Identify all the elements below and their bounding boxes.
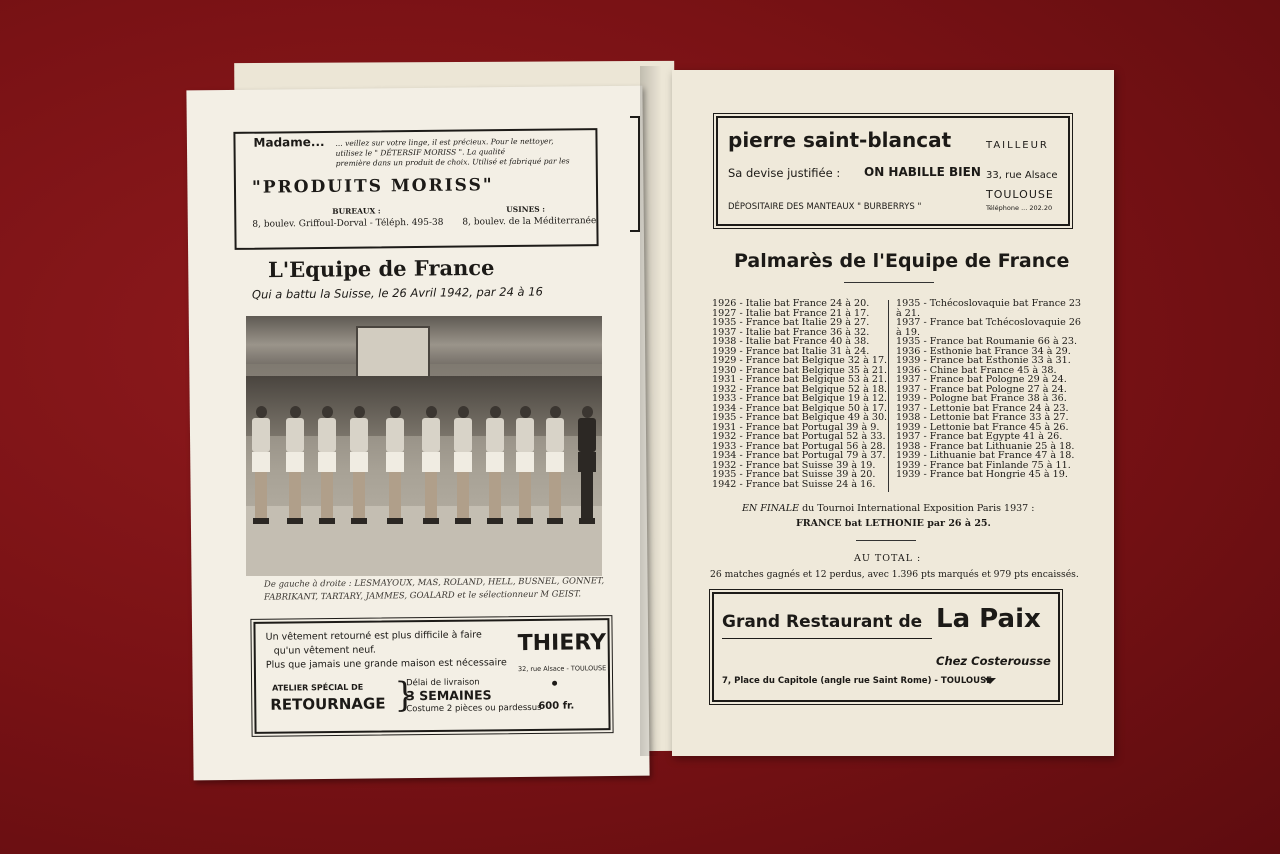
player-1 — [252, 406, 270, 524]
thiery-line-2: qu'un vêtement neuf. — [273, 644, 376, 657]
player-3 — [318, 406, 336, 524]
result-text: 1935 - France bat Roumanie 66 à 23. — [896, 336, 1078, 347]
result-text: 1935 - France bat Belgique 49 à 30. — [712, 412, 888, 423]
blancat-devise: ON HABILLE BIEN — [864, 165, 981, 179]
finale-result: FRANCE bat LETHONIE par 26 à 25. — [796, 518, 991, 529]
photo-caption-line-1: De gauche à droite : LESMAYOUX, MAS, ROLAND, HELL, BUSNEL, GONNET, — [263, 576, 605, 590]
result-text: 1939 - Pologne bat France 38 à 36. — [896, 393, 1067, 404]
player-6 — [422, 406, 440, 524]
total-text: 26 matches gagnés et 12 perdus, avec 1.396 pts marqués et 979 pts encaissés. — [710, 569, 1079, 580]
result-text: 1931 - France bat Belgique 53 à 21. — [712, 374, 888, 385]
result-text: à 19. — [896, 326, 921, 338]
restaurant-name: Grand Restaurant de — [722, 612, 923, 632]
result-text: 1935 - Tchécoslovaquie bat France 23 — [896, 298, 1082, 309]
thiery-ad-box — [253, 618, 610, 734]
photo-basket-backboard — [356, 326, 430, 380]
result-text: 1937 - France bat Egypte 41 à 26. — [896, 431, 1063, 442]
result-text: 1939 - France bat Finlande 75 à 11. — [896, 459, 1071, 471]
result-text: 1938 - France bat Lithuanie 25 à 18. — [896, 440, 1075, 452]
photo-caption-line-2: FABRIKANT, TARTARY, JAMMES, GOALARD et le sélectionneur M GEIST. — [263, 589, 582, 603]
player-2 — [286, 406, 304, 524]
finale-divider — [856, 540, 916, 541]
moriss-brand: "PRODUITS MORISS" — [251, 175, 494, 198]
moriss-text-2: utilisez le " DÉTERSIF MORISS ". La qualité — [335, 147, 506, 158]
blancat-telephone: Téléphone ... 202.20 — [986, 204, 1053, 212]
result-text: 1937 - France bat Tchécoslovaquie 26 — [896, 317, 1082, 328]
finale-text: du Tournoi International Exposition Paris 1937 : — [802, 503, 1035, 514]
palmares-column-2 — [896, 299, 1081, 480]
restaurant-chez: Chez Costerousse — [936, 654, 1051, 668]
restaurant-address: 7, Place du Capitole (angle rue Saint Rome) - TOULOUSE — [722, 676, 992, 686]
moriss-bureaux-address: 8, boulev. Griffoul-Dorval - Téléph. 495-38 — [252, 217, 444, 230]
restaurant-ad-box — [712, 592, 1060, 702]
result-text: 1937 - France bat Pologne 27 à 24. — [896, 383, 1067, 395]
spine-shadow — [640, 66, 676, 756]
thiery-delai: Délai de livraison — [406, 677, 480, 689]
coach — [578, 406, 596, 524]
thiery-retournage: RETOURNAGE — [270, 694, 386, 714]
moriss-bureaux-label: BUREAUX : — [332, 206, 381, 216]
result-text: 1936 - Esthonie bat France 34 à 29. — [896, 345, 1071, 357]
blancat-depositaire: DÉPOSITAIRE DES MANTEAUX " BURBERRYS " — [728, 202, 922, 212]
player-4 — [350, 406, 368, 524]
result-text: 1935 - France bat Italie 29 à 27. — [712, 317, 870, 328]
team-photo — [246, 316, 602, 576]
thiery-brace: } — [393, 675, 417, 716]
result-text: 1938 - Lettonie bat France 33 à 27. — [896, 412, 1069, 423]
thiery-brand: THIERY — [517, 630, 607, 657]
result-text: 1939 - France bat Esthonie 33 à 31. — [896, 355, 1071, 366]
result-text: 1939 - France bat Hongrie 45 à 19. — [896, 469, 1068, 480]
blancat-city: TOULOUSE — [986, 188, 1054, 201]
finale-line — [742, 503, 1034, 514]
result-text: 1942 - France bat Suisse 24 à 16. — [712, 478, 876, 490]
result-text: 1926 - Italie bat France 24 à 20. — [712, 298, 870, 309]
moriss-usines-label: USINES : — [506, 204, 546, 215]
thiery-line-1: Un vêtement retourné est plus difficile à faire — [265, 629, 482, 643]
result-text: 1936 - Chine bat France 45 à 38. — [896, 364, 1057, 376]
result-text: 1934 - France bat Portugal 79 à 37. — [712, 450, 886, 461]
thiery-costume: Costume 2 pièces ou pardessus — [406, 702, 542, 715]
result-text: 1937 - Italie bat France 36 à 32. — [712, 326, 870, 338]
result-text: 1939 - France bat Italie 31 à 24. — [712, 345, 870, 357]
result-text: 1939 - Lithuanie bat France 47 à 18. — [896, 450, 1075, 461]
thiery-price: 600 fr. — [538, 700, 575, 712]
result-text: 1937 - France bat Pologne 29 à 24. — [896, 374, 1067, 385]
palmares-column-1 — [712, 299, 887, 489]
moriss-ad-box — [233, 128, 598, 250]
blancat-address: 33, rue Alsace — [986, 170, 1058, 181]
thiery-atelier: ATELIER SPÉCIAL DE — [272, 682, 364, 693]
result-text: 1939 - Lettonie bat France 45 à 26. — [896, 421, 1069, 433]
hidden-page-ad-edge — [630, 116, 640, 232]
player-8 — [486, 406, 504, 524]
result-text: 1937 - Lettonie bat France 24 à 23. — [896, 402, 1069, 414]
moriss-madame: Madame... — [253, 134, 325, 150]
restaurant-name-big: La Paix — [936, 604, 1041, 634]
result-text: 1931 - France bat Portugal 39 à 9. — [712, 421, 880, 433]
left-page-subtitle: Qui a battu la Suisse, le 26 Avril 1942, par 24 à 16 — [251, 284, 543, 302]
result-row — [896, 470, 1081, 480]
player-5 — [386, 406, 404, 524]
result-row — [712, 480, 887, 490]
blancat-devise-label: Sa devise justifiée : — [728, 166, 841, 180]
moriss-text-3: première dans un produit de choix. Utilisé et fabriqué par les — [335, 156, 570, 168]
finale-label: EN FINALE — [742, 503, 800, 514]
blancat-tailleur: TAILLEUR — [986, 140, 1049, 151]
result-text: à 21. — [896, 307, 921, 319]
result-text: 1935 - France bat Suisse 39 à 20. — [712, 469, 876, 480]
palmares-title-divider — [844, 282, 934, 283]
thiery-address: 32, rue Alsace - TOULOUSE — [517, 664, 607, 674]
result-row — [896, 318, 1081, 328]
restaurant-arrow-icon — [984, 678, 996, 684]
result-text: 1932 - France bat Belgique 52 à 18. — [712, 383, 888, 395]
thiery-bullet — [552, 681, 557, 686]
thiery-semaines: 3 SEMAINES — [406, 687, 492, 704]
result-text: 1933 - France bat Belgique 19 à 12. — [712, 393, 888, 404]
result-text: 1934 - France bat Belgique 50 à 17. — [712, 402, 888, 414]
blancat-name: pierre saint-blancat — [728, 128, 952, 152]
result-text: 1932 - France bat Portugal 52 à 33. — [712, 431, 886, 442]
moriss-text-1: ... veillez sur votre linge, il est précieux. Pour le nettoyer, — [335, 136, 554, 148]
palmares-column-separator — [888, 300, 889, 492]
left-page-title: L'Equipe de France — [267, 254, 495, 283]
result-text: 1938 - Italie bat France 40 à 38. — [712, 336, 870, 347]
result-row — [896, 299, 1081, 309]
result-text: 1932 - France bat Suisse 39 à 19. — [712, 459, 876, 471]
result-text: 1927 - Italie bat France 21 à 17. — [712, 307, 870, 319]
total-label: AU TOTAL : — [854, 553, 922, 564]
result-text: 1930 - France bat Belgique 35 à 21. — [712, 364, 888, 376]
moriss-usines-address: 8, boulev. de la Méditerranée — [462, 216, 597, 228]
thiery-line-3: Plus que jamais une grande maison est nécessaire — [265, 657, 507, 671]
result-text: 1929 - France bat Belgique 32 à 17. — [712, 355, 888, 366]
player-9 — [516, 406, 534, 524]
palmares-title: Palmarès de l'Equipe de France — [734, 250, 1070, 272]
restaurant-divider — [722, 638, 932, 639]
player-7 — [454, 406, 472, 524]
player-10 — [546, 406, 564, 524]
blancat-ad-box — [716, 116, 1070, 226]
result-text: 1933 - France bat Portugal 56 à 28. — [712, 440, 886, 452]
